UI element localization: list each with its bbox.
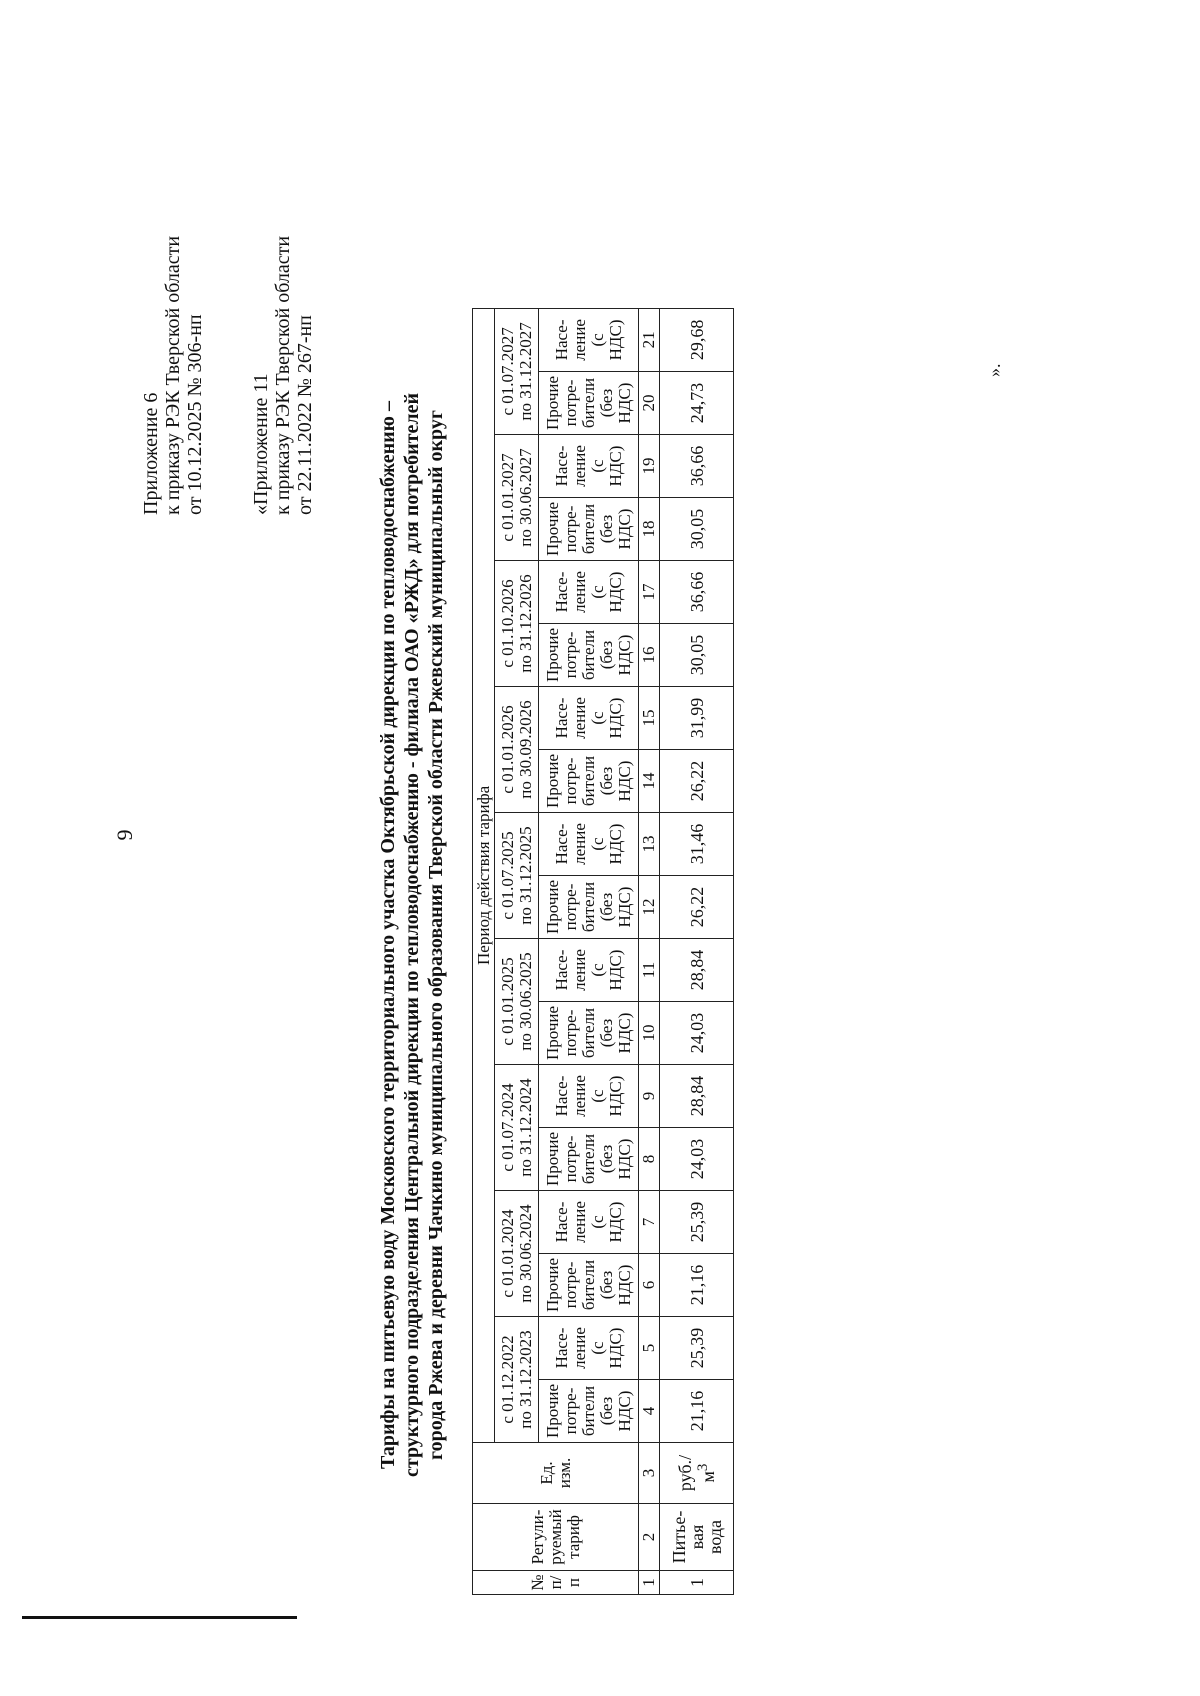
category-line: ление xyxy=(569,1201,589,1243)
category-line: Прочие xyxy=(542,753,562,809)
category-line: Насе- xyxy=(551,319,571,361)
closing-quote-mark: ». xyxy=(984,363,1004,377)
period-from: с 01.07.2025 xyxy=(497,831,517,920)
category-line: бители xyxy=(578,377,598,429)
category-line: ление xyxy=(569,1327,589,1369)
period-cell xyxy=(495,1065,539,1191)
period-to: по 31.12.2023 xyxy=(515,1330,535,1429)
tariff-value-cell: 24,73 xyxy=(660,372,734,435)
appendix-old-line-2: к приказу РЭК Тверской области xyxy=(272,235,294,515)
tariff-value-cell: 28,84 xyxy=(660,1065,734,1128)
header-unit-line: изм. xyxy=(554,1457,574,1489)
tariff-value-cell: 25,39 xyxy=(660,1191,734,1254)
tariff-table xyxy=(472,308,734,1595)
category-population xyxy=(539,687,639,750)
category-line: ление xyxy=(569,571,589,613)
column-number-cell: 17 xyxy=(639,561,660,624)
period-to: по 31.12.2027 xyxy=(515,322,535,421)
row-tariff-line: вая xyxy=(686,1524,707,1550)
header-unit xyxy=(473,1443,639,1504)
category-line: бители xyxy=(578,1007,598,1059)
category-line: бители xyxy=(578,881,598,933)
title-line-2: структурного подразделения Центральной дирекции по тепловодоснабжению - филиала ОАО «РЖД» для потребителей xyxy=(401,393,423,1477)
category-line: НДС) xyxy=(614,508,634,550)
category-population xyxy=(539,939,639,1002)
tariff-value-cell: 21,16 xyxy=(660,1380,734,1443)
header-period: Период действия тарифа xyxy=(473,308,495,1442)
category-line: НДС) xyxy=(614,382,634,424)
title-line-3: города Ржева и деревни Чачкино муниципального образования Тверской области Ржевский муниципальный округ xyxy=(425,410,447,1460)
category-line: (без xyxy=(596,892,616,922)
category-line: Прочие xyxy=(542,1005,562,1061)
tariff-value-cell: 31,46 xyxy=(660,813,734,876)
period-cell xyxy=(495,1317,539,1443)
category-line: потре- xyxy=(560,1261,580,1309)
category-line: (без xyxy=(596,1270,616,1300)
category-line: потре- xyxy=(560,1387,580,1435)
category-line: НДС) xyxy=(605,1201,625,1243)
tariff-value-cell: 30,05 xyxy=(660,498,734,561)
category-line: НДС) xyxy=(605,571,625,613)
column-number-cell: 20 xyxy=(639,372,660,435)
category-line: потре- xyxy=(560,1135,580,1183)
category-line: НДС) xyxy=(614,1390,634,1432)
appendix-new-line-1: Приложение 6 xyxy=(140,392,162,515)
period-to: по 30.06.2024 xyxy=(515,1204,535,1303)
category-line: Насе- xyxy=(551,1327,571,1369)
category-population xyxy=(539,1065,639,1128)
column-number-cell: 21 xyxy=(639,308,660,371)
category-other-consumers xyxy=(539,372,639,435)
category-line: Насе- xyxy=(551,445,571,487)
period-cell xyxy=(495,308,539,434)
period-cell xyxy=(495,813,539,939)
period-cell xyxy=(495,687,539,813)
column-number-cell: 12 xyxy=(639,876,660,939)
period-from: с 01.12.2022 xyxy=(497,1335,517,1424)
column-number-cell: 6 xyxy=(639,1254,660,1317)
column-number-cell: 7 xyxy=(639,1191,660,1254)
category-line: бители xyxy=(578,755,598,807)
tariff-value-cell: 30,05 xyxy=(660,624,734,687)
period-to: по 31.12.2025 xyxy=(515,826,535,925)
category-line: Прочие xyxy=(542,1131,562,1187)
column-number-cell: 11 xyxy=(639,939,660,1002)
category-other-consumers xyxy=(539,876,639,939)
header-row-number-line: № xyxy=(527,1574,547,1591)
category-line: (с xyxy=(587,585,607,599)
period-to: по 31.12.2026 xyxy=(515,574,535,673)
category-line: Прочие xyxy=(542,1257,562,1313)
appendix-block-new xyxy=(140,236,206,515)
row-number-cell: 1 xyxy=(660,1571,734,1595)
header-unit-line: Ед. xyxy=(536,1461,556,1485)
category-other-consumers xyxy=(539,1002,639,1065)
category-line: (без xyxy=(596,640,616,670)
column-number-cell: 3 xyxy=(639,1443,660,1504)
period-from: с 01.01.2025 xyxy=(497,957,517,1046)
row-unit-cell xyxy=(660,1443,734,1504)
column-number-cell: 15 xyxy=(639,687,660,750)
appendix-old-line-1: «Приложение 11 xyxy=(250,373,272,515)
category-line: НДС) xyxy=(605,823,625,865)
category-line: НДС) xyxy=(605,1327,625,1369)
category-line: (с xyxy=(587,333,607,347)
period-to: по 30.06.2025 xyxy=(515,952,535,1051)
period-to: по 31.12.2024 xyxy=(515,1078,535,1177)
category-population xyxy=(539,1317,639,1380)
category-line: потре- xyxy=(560,631,580,679)
category-other-consumers xyxy=(539,1128,639,1191)
category-line: НДС) xyxy=(614,1012,634,1054)
category-line: ление xyxy=(569,319,589,361)
column-number-cell: 18 xyxy=(639,498,660,561)
header-tariff-line: тариф xyxy=(563,1515,583,1559)
period-from: с 01.07.2027 xyxy=(497,327,517,416)
category-line: Прочие xyxy=(542,501,562,557)
appendix-block-old xyxy=(250,236,316,515)
tariff-value-cell: 31,99 xyxy=(660,687,734,750)
period-from: с 01.01.2024 xyxy=(497,1209,517,1298)
category-line: Насе- xyxy=(551,823,571,865)
period-cell xyxy=(495,1191,539,1317)
column-number-cell: 10 xyxy=(639,1002,660,1065)
category-line: НДС) xyxy=(605,697,625,739)
category-line: бители xyxy=(578,629,598,681)
category-header-row xyxy=(539,308,639,1594)
category-population xyxy=(539,813,639,876)
category-line: (с xyxy=(587,459,607,473)
column-number-cell: 9 xyxy=(639,1065,660,1128)
category-line: (с xyxy=(587,1215,607,1229)
appendix-new-line-3: от 10.12.2025 № 306-нп xyxy=(184,314,206,515)
column-number-row xyxy=(639,308,660,1594)
row-unit-superscript: 3 xyxy=(695,1463,711,1472)
category-line: (без xyxy=(596,514,616,544)
column-number-cell: 1 xyxy=(639,1571,660,1595)
category-line: (без xyxy=(596,1396,616,1426)
category-line: бители xyxy=(578,1133,598,1185)
category-line: потре- xyxy=(560,379,580,427)
category-line: ление xyxy=(569,697,589,739)
category-line: (без xyxy=(596,388,616,418)
period-cell xyxy=(495,561,539,687)
category-line: НДС) xyxy=(614,634,634,676)
category-line: потре- xyxy=(560,505,580,553)
header-row-number-line: п/ xyxy=(545,1575,565,1590)
column-number-cell: 2 xyxy=(639,1504,660,1571)
category-line: Насе- xyxy=(551,1201,571,1243)
tariff-value-cell: 36,66 xyxy=(660,561,734,624)
table-row xyxy=(660,308,734,1594)
tariff-value-cell: 26,22 xyxy=(660,750,734,813)
column-number-cell: 5 xyxy=(639,1317,660,1380)
category-line: НДС) xyxy=(614,1138,634,1180)
header-tariff-line: Регули- xyxy=(527,1509,547,1565)
category-line: Прочие xyxy=(542,627,562,683)
period-header-row xyxy=(495,308,539,1594)
tariff-value-cell: 26,22 xyxy=(660,876,734,939)
category-line: потре- xyxy=(560,757,580,805)
appendix-new-line-2: к приказу РЭК Тверской области xyxy=(162,235,184,515)
column-number-cell: 13 xyxy=(639,813,660,876)
category-line: Насе- xyxy=(551,571,571,613)
category-line: бители xyxy=(578,1385,598,1437)
category-line: ление xyxy=(569,1075,589,1117)
period-cell xyxy=(495,435,539,561)
category-line: Прочие xyxy=(542,879,562,935)
category-population xyxy=(539,435,639,498)
row-tariff-line: вода xyxy=(704,1520,725,1555)
period-to: по 30.09.2026 xyxy=(515,700,535,799)
tariff-value-cell: 24,03 xyxy=(660,1128,734,1191)
row-unit-line xyxy=(694,1445,717,1501)
category-line: (без xyxy=(596,1018,616,1048)
category-line: бители xyxy=(578,503,598,555)
header-regulated-tariff xyxy=(473,1504,639,1571)
category-line: Прочие xyxy=(542,1383,562,1439)
category-other-consumers xyxy=(539,624,639,687)
category-other-consumers xyxy=(539,498,639,561)
header-tariff-line: руемый xyxy=(545,1509,565,1565)
category-other-consumers xyxy=(539,750,639,813)
period-from: с 01.10.2026 xyxy=(497,579,517,668)
period-to: по 30.06.2027 xyxy=(515,448,535,547)
tariff-value-cell: 25,39 xyxy=(660,1317,734,1380)
row-tariff-line: Питье- xyxy=(668,1510,689,1564)
category-line: Прочие xyxy=(542,375,562,431)
category-line: ление xyxy=(569,823,589,865)
category-line: НДС) xyxy=(605,1075,625,1117)
category-population xyxy=(539,561,639,624)
category-line: ление xyxy=(569,949,589,991)
category-line: Насе- xyxy=(551,1075,571,1117)
period-from: с 01.01.2026 xyxy=(497,705,517,794)
category-line: Насе- xyxy=(551,949,571,991)
column-number-cell: 14 xyxy=(639,750,660,813)
category-line: ление xyxy=(569,445,589,487)
category-line: (без xyxy=(596,766,616,796)
category-other-consumers xyxy=(539,1380,639,1443)
tariff-value-cell: 29,68 xyxy=(660,308,734,371)
rotated-page-content xyxy=(132,175,1012,1645)
category-line: (с xyxy=(587,837,607,851)
column-number-cell: 16 xyxy=(639,624,660,687)
category-line: потре- xyxy=(560,883,580,931)
tariff-value-cell: 21,16 xyxy=(660,1254,734,1317)
category-line: потре- xyxy=(560,1009,580,1057)
header-row-number-line: п xyxy=(563,1577,583,1588)
document-title xyxy=(376,315,448,1555)
category-line: (с xyxy=(587,1089,607,1103)
category-line: (без xyxy=(596,1144,616,1174)
category-line: Насе- xyxy=(551,697,571,739)
category-line: НДС) xyxy=(614,1264,634,1306)
category-line: (с xyxy=(587,1341,607,1355)
column-number-cell: 8 xyxy=(639,1128,660,1191)
category-line: НДС) xyxy=(605,949,625,991)
row-tariff-cell xyxy=(660,1504,734,1571)
tariff-value-cell: 28,84 xyxy=(660,939,734,1002)
category-line: (с xyxy=(587,963,607,977)
category-population xyxy=(539,308,639,371)
row-unit-m: м xyxy=(698,1471,718,1483)
page-number: 9 xyxy=(112,829,137,841)
category-other-consumers xyxy=(539,1254,639,1317)
tariff-value-cell: 24,03 xyxy=(660,1002,734,1065)
category-line: бители xyxy=(578,1259,598,1311)
tariff-value-cell: 36,66 xyxy=(660,435,734,498)
period-from: с 01.07.2024 xyxy=(497,1083,517,1172)
period-cell xyxy=(495,939,539,1065)
column-number-cell: 4 xyxy=(639,1380,660,1443)
appendix-old-line-3: от 22.11.2022 № 267-нп xyxy=(294,315,316,515)
period-from: с 01.01.2027 xyxy=(497,453,517,542)
category-line: НДС) xyxy=(614,886,634,928)
row-unit-line: руб./ xyxy=(675,1454,695,1492)
category-population xyxy=(539,1191,639,1254)
category-line: (с xyxy=(587,711,607,725)
column-number-cell: 19 xyxy=(639,435,660,498)
category-line: НДС) xyxy=(605,319,625,361)
category-line: НДС) xyxy=(614,760,634,802)
footer-rule xyxy=(22,1616,297,1619)
title-line-1: Тарифы на питьевую воду Московского территориального участка Октябрьской дирекции по тепловодоснабжению – xyxy=(377,401,399,1469)
category-line: НДС) xyxy=(605,445,625,487)
header-row-number xyxy=(473,1571,639,1595)
